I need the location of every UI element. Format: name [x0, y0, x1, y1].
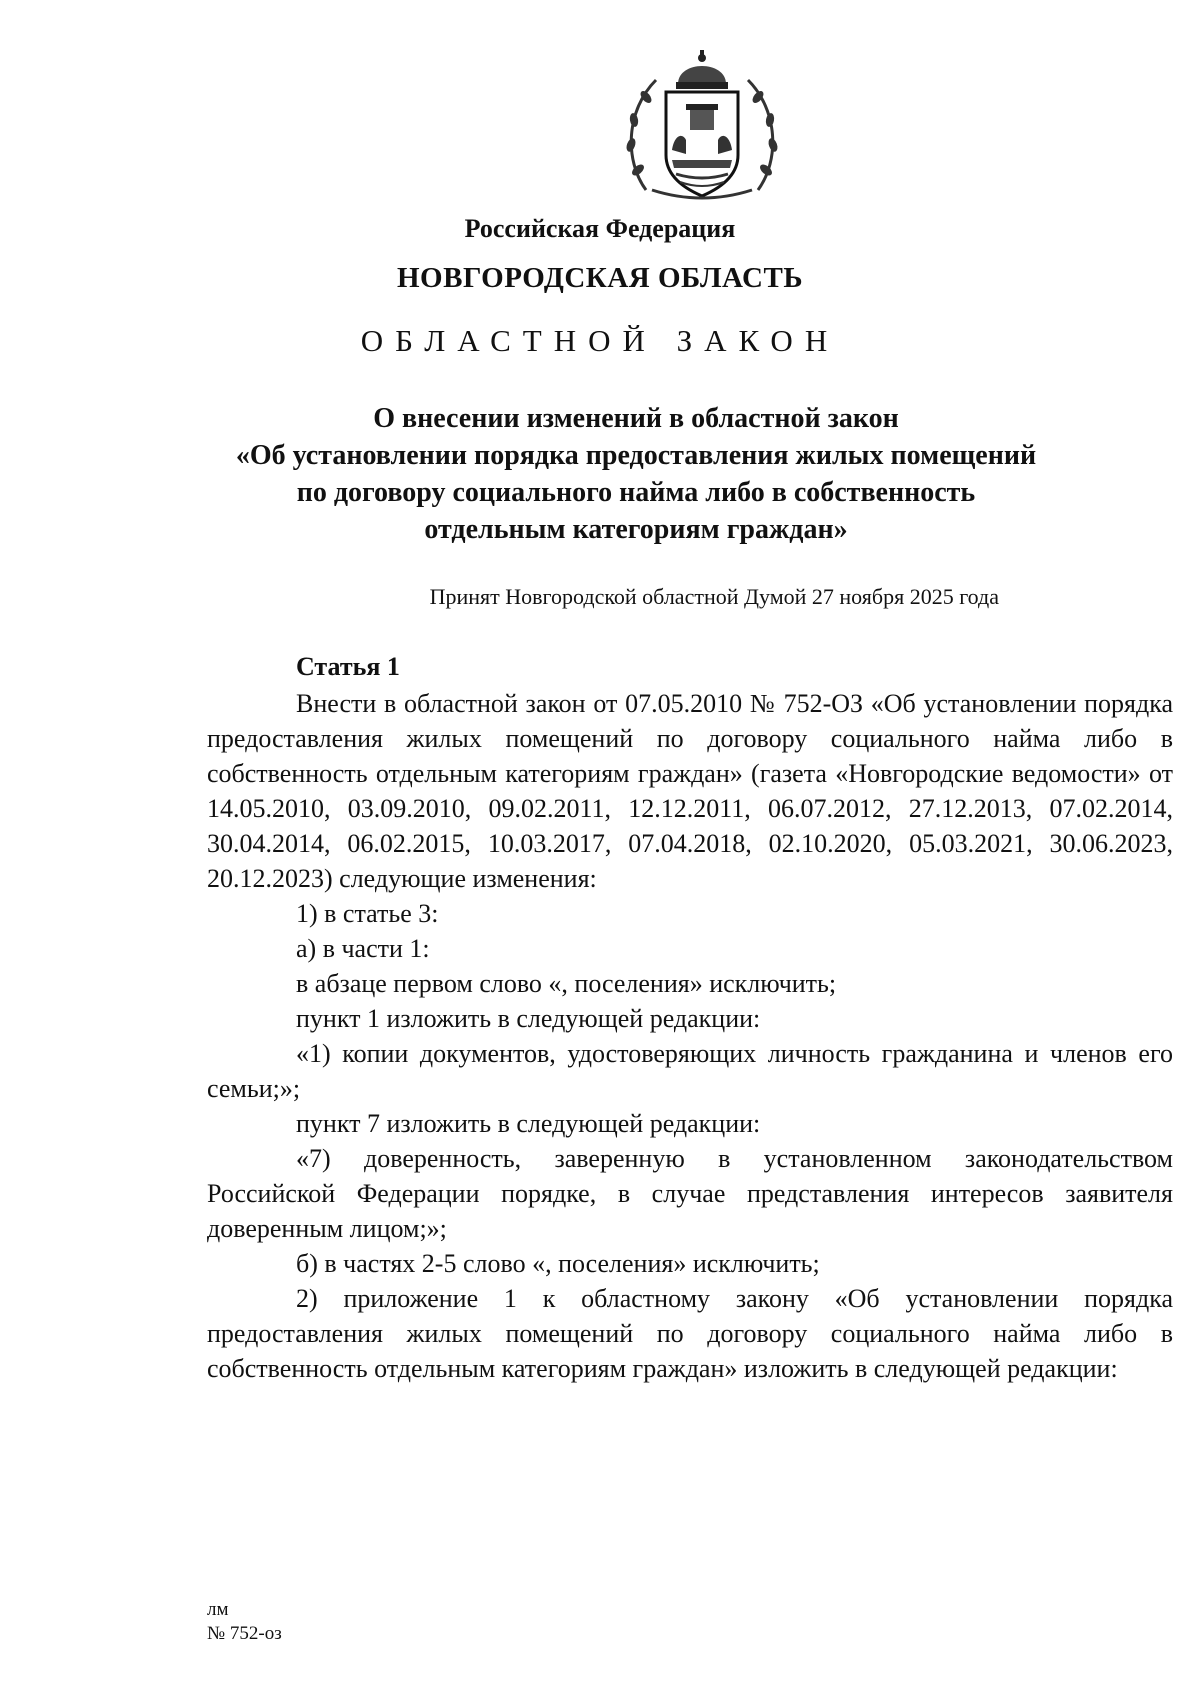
article-item: пункт 1 изложить в следующей редакции:: [296, 1004, 761, 1033]
document-footer: [207, 1598, 282, 1646]
article-item: «7) доверенность, заверенную в установленном законодательством Российской Федерации порядке, в случае представления интересов заявителя доверенным лицом;»;: [207, 1144, 1173, 1243]
executor-initials: лм: [207, 1599, 229, 1620]
article-item: 1) в статье 3:: [296, 899, 439, 928]
article-item: «1) копии документов, удостоверяющих личность гражданина и членов его семьи;»;: [207, 1039, 1173, 1103]
article-heading: Статья 1: [296, 652, 400, 681]
article-body: [207, 686, 1173, 1386]
law-title-line: О внесении изменений в областной закон: [373, 403, 899, 434]
article-item: в абзаце первом слово «, поселения» исключить;: [296, 969, 837, 998]
article-item: б) в частях 2-5 слово «, поселения» исключить;: [296, 1249, 820, 1278]
law-number: № 752-оз: [207, 1623, 282, 1644]
country-name: Российская Федерация: [464, 214, 736, 243]
article-item: 2) приложение 1 к областному закону «Об установлении порядка предоставления жилых помещений по договору социального найма либо в собственность отдельным категориям граждан» изложить в следующей редакции:: [207, 1284, 1173, 1383]
coat-of-arms-icon: [616, 50, 788, 202]
law-title-line: «Об установлении порядка предоставления жилых помещений: [235, 440, 1037, 471]
article-intro: Внести в областной закон от 07.05.2010 № 752-ОЗ «Об установлении порядка предоставления жилых помещений по договору социального найма либо в собственность отдельным категориям граждан» (газета «Новгородские ведомости» от 14.05.2010, 03.09.2010, 09.02.2011, 12.12.2011, 06.07.2012, 27.12.2013, 07.02.2014, 30.04.2014, 06.02.2015, 10.03.2017, 07.04.2018, 02.10.2020, 05.03.2021, 30.06.2023, 20.12.2023) следующие изменения:: [207, 689, 1173, 893]
article-item: а) в части 1:: [296, 934, 430, 963]
law-title-line: отдельным категориям граждан»: [424, 514, 848, 545]
region-name: НОВГОРОДСКАЯ ОБЛАСТЬ: [396, 262, 804, 294]
law-title: [0, 400, 1200, 548]
law-title-line: по договору социального найма либо в собственность: [296, 477, 976, 508]
adoption-note: Принят Новгородской областной Думой 27 ноября 2025 года: [429, 584, 999, 609]
article-item: пункт 7 изложить в следующей редакции:: [296, 1109, 761, 1138]
document-type: ОБЛАСТНОЙ ЗАКОН: [360, 323, 840, 358]
